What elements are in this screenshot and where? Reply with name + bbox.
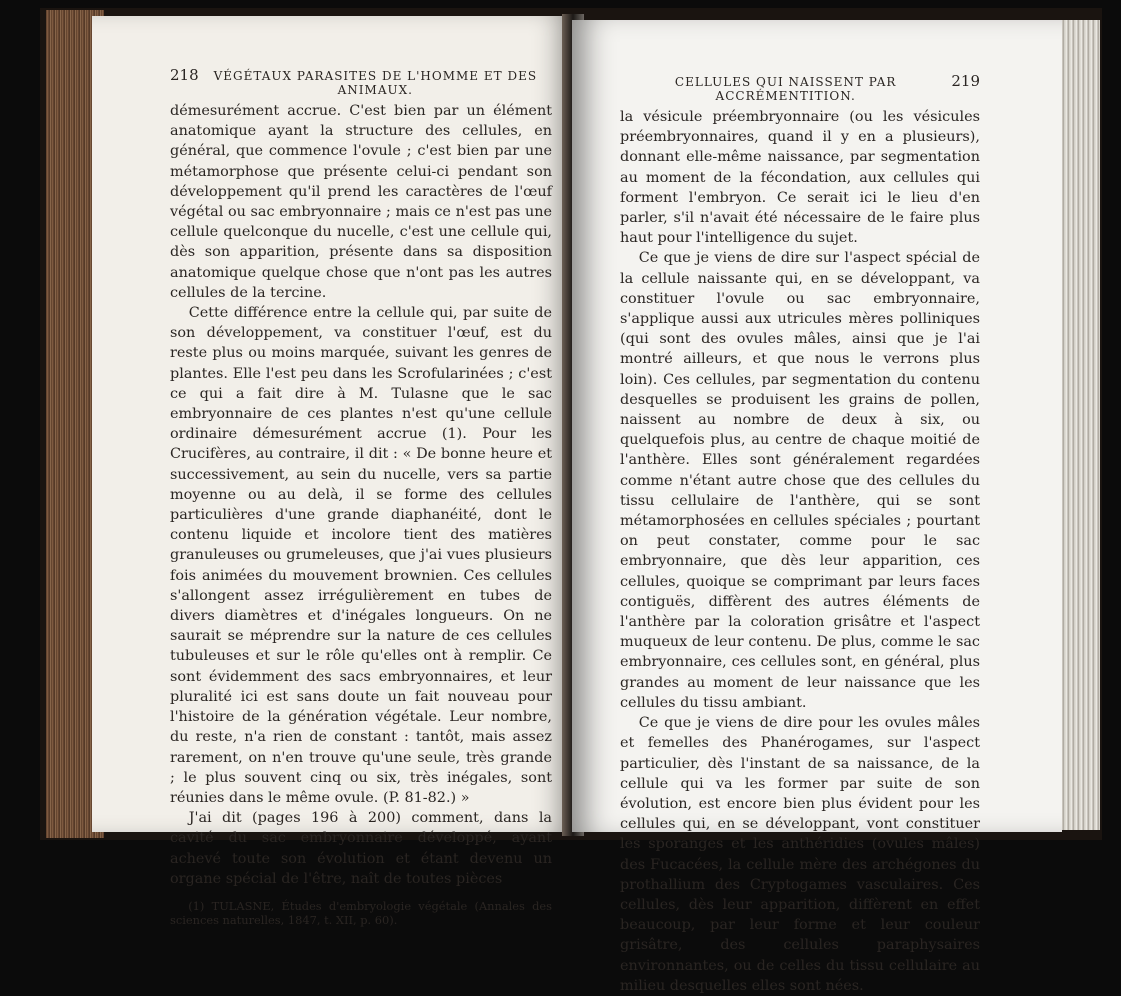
right-page-number: 219 (951, 72, 980, 90)
left-page-body (170, 101, 552, 927)
left-paragraph-3: J'ai dit (pages 196 à 200) comment, dans la cavité du sac embryonnaire développé, ayant achevé toute son évolution et étant devenu un organe spécial de l'être, naît de toutes pièces (170, 810, 552, 887)
left-running-title: VÉGÉTAUX PARASITES DE L'HOMME ET DES ANIMAUX. (213, 69, 538, 97)
left-paragraph-2: Cette différence entre la cellule qui, par suite de son développement, va constituer l'œuf, est du reste plus ou moins marquée, suivant les genres de plantes. Elle l'est peu dans les Scrofularinées ; c'est ce qui a fait dire à M. Tulasne que le sac embryonnaire de ces plantes n'est qu'une cellule ordinaire démesurément accrue (1). Pour les Crucifères, au contraire, il dit : « De bonne heure et successivement, au sein du nucelle, vers sa partie moyenne ou au delà, il se forme des cellules particulières d'une grande diaphanéité, dont le contenu liquide et incolore tient des matières granuleuses ou grumeleuses, que j'ai vues plusieurs fois animées du mouvement brownien. Ces cellules s'allongent assez irrégulièrement en tubes de divers diamètres et d'inégales longueurs. On ne saurait se méprendre sur la nature de ces cellules tubuleuses et sur le rôle qu'elles ont à remplir. Ce sont évidemment des sacs embryonnaires, et leur pluralité ici est sans doute un fait nouveau pour l'histoire de la génération végétale. Leur nombre, du reste, n'a rien de constant : tantôt, mais assez rarement, on n'en trouve qu'une seule, très grande ; le plus souvent cinq ou six, très inégales, sont réunies dans le même ovule. (P. 81-82.) » (170, 305, 552, 806)
right-page (572, 20, 1062, 994)
left-page (92, 16, 570, 927)
right-running-title: CELLULES QUI NAISSENT PAR ACCRÉMENTITION. (674, 75, 897, 103)
right-paragraph-2: Ce que je viens de dire sur l'aspect spécial de la cellule naissante qui, en se développant, va constituer l'ovule ou sac embryonnaire, s'applique aussi aux utricules mères polliniques (qui sont des ovules mâles, ainsi que je l'ai montré ailleurs, et que nous le verrons plus loin). Ces cellules, par segmentation du contenu desquelles se produisent les grains de pollen, naissent au nombre de deux à six, ou quelquefois plus, au centre de chaque moitié de l'anthère. Elles sont généralement regardées comme n'étant autre chose que des cellules du tissu cellulaire de l'anthère, qui se sont métamorphosées en cellules spéciales ; pourtant on peut constater, comme pour le sac embryonnaire, que dès leur apparition, ces cellules, quoique se comprimant par leurs faces contiguës, diffèrent des autres éléments de l'anthère par la coloration grisâtre et l'aspect muqueux de leur contenu. De plus, comme le sac embryonnaire, ces cellules sont, en général, plus grandes au moment de leur naissance que les cellules du tissu ambiant. (620, 250, 980, 711)
right-page-body (620, 107, 980, 996)
right-running-head (620, 72, 980, 103)
left-page-number: 218 (170, 66, 199, 84)
right-paragraph-1: la vésicule préembryonnaire (ou les vésicules préembryonnaires, quand il y en a plusieurs), donnant elle-même naissance, par segmentation au moment de la fécondation, aux cellules qui forment l'embryon. Ce serait ici le lieu d'en parler, s'il n'avait été nécessaire de le faire plus haut pour l'intelligence du sujet. (620, 109, 980, 247)
right-paragraph-3: Ce que je viens de dire pour les ovules mâles et femelles des Phanérogames, sur l'aspect particulier, dès l'instant de sa naissance, de la cellule qui va les former par suite de son évolution, est encore bien plus évident pour les cellules qui, en se développant, vont constituer les sporanges et les anthéridies (ovules mâles) des Fucacées, la cellule mère des archégones du prothallium des Cryptogames vasculaires. Ces cellules, dès leur apparition, diffèrent en effet beaucoup, par leur forme et leur couleur grisâtre, des cellules paraphysaires environnantes, ou de celles du tissu cellulaire au milieu desquelles elles sont nées. (620, 715, 980, 994)
left-footnote: (1) TULASNE, Études d'embryologie végétale (Annales des sciences naturelles, 1847, t. XII, p. 60). (170, 898, 552, 927)
right-page-edges (1060, 20, 1100, 830)
left-paragraph-1: démesurément accrue. C'est bien par un élément anatomique ayant la structure des cellules, en général, que commence l'ovule ; c'est bien par une métamorphose que présente celui-ci pendant son développement qu'il prend les caractères de l'œuf végétal ou sac embryonnaire ; mais ce n'est pas une cellule quelconque du nucelle, c'est une cellule qui, dès son apparition, présente dans sa disposition anatomique quelque chose que n'ont pas les autres cellules de la tercine. (170, 103, 552, 301)
left-running-head (170, 66, 552, 97)
